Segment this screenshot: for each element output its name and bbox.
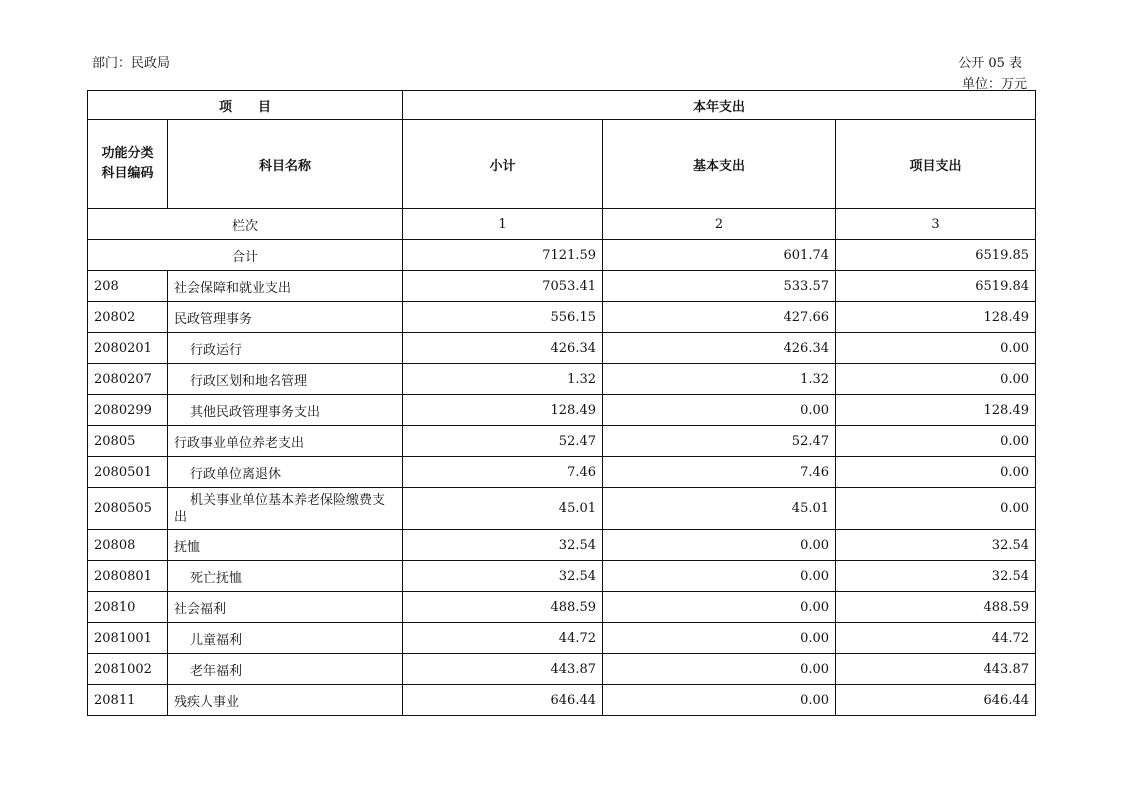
row-project: 0.00 — [836, 333, 1036, 364]
header-code: 功能分类 科目编码 — [88, 120, 168, 209]
row-basic: 0.00 — [603, 592, 836, 623]
row-project: 32.54 — [836, 561, 1036, 592]
row-basic: 0.00 — [603, 654, 836, 685]
row-name: 民政管理事务 — [168, 302, 403, 333]
row-basic: 0.00 — [603, 561, 836, 592]
row-project: 0.00 — [836, 364, 1036, 395]
row-code: 20810 — [88, 592, 168, 623]
row-code: 2080299 — [88, 395, 168, 426]
header-basic: 基本支出 — [603, 120, 836, 209]
row-basic: 0.00 — [603, 530, 836, 561]
row-project: 488.59 — [836, 592, 1036, 623]
row-project: 0.00 — [836, 488, 1036, 530]
row-basic: 427.66 — [603, 302, 836, 333]
header-subtotal: 小计 — [403, 120, 603, 209]
row-subtotal: 45.01 — [403, 488, 603, 530]
row-subtotal: 443.87 — [403, 654, 603, 685]
total-label: 合计 — [88, 240, 403, 271]
row-name: 老年福利 — [168, 654, 403, 685]
row-project: 0.00 — [836, 457, 1036, 488]
row-name: 其他民政管理事务支出 — [168, 395, 403, 426]
row-subtotal: 556.15 — [403, 302, 603, 333]
row-code: 2081002 — [88, 654, 168, 685]
row-code: 20805 — [88, 426, 168, 457]
row-project: 128.49 — [836, 395, 1036, 426]
row-name: 行政单位离退休 — [168, 457, 403, 488]
header-name: 科目名称 — [168, 120, 403, 209]
column-index-1: 1 — [403, 209, 603, 240]
row-name: 行政区划和地名管理 — [168, 364, 403, 395]
row-basic: 0.00 — [603, 395, 836, 426]
table-row — [88, 271, 1036, 302]
total-project: 6519.85 — [836, 240, 1036, 271]
row-subtotal: 52.47 — [403, 426, 603, 457]
row-code: 2080207 — [88, 364, 168, 395]
table-row — [88, 530, 1036, 561]
row-code: 2080201 — [88, 333, 168, 364]
table-row — [88, 395, 1036, 426]
row-subtotal: 128.49 — [403, 395, 603, 426]
row-project: 6519.84 — [836, 271, 1036, 302]
row-code: 2080501 — [88, 457, 168, 488]
table-row — [88, 333, 1036, 364]
total-basic: 601.74 — [603, 240, 836, 271]
row-project: 32.54 — [836, 530, 1036, 561]
row-project: 44.72 — [836, 623, 1036, 654]
expenditure-table — [87, 90, 1036, 716]
row-subtotal: 44.72 — [403, 623, 603, 654]
row-basic: 7.46 — [603, 457, 836, 488]
department-label: 部门：民政局 — [92, 56, 171, 71]
row-code: 2080801 — [88, 561, 168, 592]
table-row — [88, 654, 1036, 685]
table-row — [88, 457, 1036, 488]
row-subtotal: 426.34 — [403, 333, 603, 364]
row-code: 20802 — [88, 302, 168, 333]
row-subtotal: 32.54 — [403, 530, 603, 561]
row-code: 2081001 — [88, 623, 168, 654]
row-subtotal: 1.32 — [403, 364, 603, 395]
table-row — [88, 592, 1036, 623]
row-name: 抚恤 — [168, 530, 403, 561]
row-name: 社会福利 — [168, 592, 403, 623]
row-subtotal: 32.54 — [403, 561, 603, 592]
row-name: 残疾人事业 — [168, 685, 403, 716]
row-basic: 1.32 — [603, 364, 836, 395]
row-subtotal: 7053.41 — [403, 271, 603, 302]
header-project: 项 目 — [88, 91, 403, 120]
row-basic: 533.57 — [603, 271, 836, 302]
row-code: 20808 — [88, 530, 168, 561]
row-project: 0.00 — [836, 426, 1036, 457]
table-row — [88, 623, 1036, 654]
column-index-3: 3 — [836, 209, 1036, 240]
row-subtotal: 488.59 — [403, 592, 603, 623]
column-index-label: 栏次 — [88, 209, 403, 240]
row-basic: 52.47 — [603, 426, 836, 457]
header-annual-expense: 本年支出 — [403, 91, 1036, 120]
row-project: 443.87 — [836, 654, 1036, 685]
table-row — [88, 302, 1036, 333]
row-basic: 0.00 — [603, 623, 836, 654]
row-basic: 0.00 — [603, 685, 836, 716]
row-project: 128.49 — [836, 302, 1036, 333]
table-row — [88, 426, 1036, 457]
row-name: 机关事业单位基本养老保险缴费支出 — [168, 488, 403, 530]
row-project: 646.44 — [836, 685, 1036, 716]
table-row — [88, 488, 1036, 530]
row-name: 行政运行 — [168, 333, 403, 364]
total-subtotal: 7121.59 — [403, 240, 603, 271]
table-row — [88, 685, 1036, 716]
row-basic: 426.34 — [603, 333, 836, 364]
table-number: 公开 05 表 — [958, 56, 1022, 71]
unit-label: 单位：万元 — [961, 77, 1027, 92]
row-name: 社会保障和就业支出 — [168, 271, 403, 302]
table-row — [88, 364, 1036, 395]
row-code: 208 — [88, 271, 168, 302]
row-basic: 45.01 — [603, 488, 836, 530]
row-subtotal: 646.44 — [403, 685, 603, 716]
row-code: 2080505 — [88, 488, 168, 530]
row-name: 死亡抚恤 — [168, 561, 403, 592]
row-name: 行政事业单位养老支出 — [168, 426, 403, 457]
row-subtotal: 7.46 — [403, 457, 603, 488]
row-code: 20811 — [88, 685, 168, 716]
row-name: 儿童福利 — [168, 623, 403, 654]
table-row — [88, 561, 1036, 592]
column-index-2: 2 — [603, 209, 836, 240]
header-project-expense: 项目支出 — [836, 120, 1036, 209]
